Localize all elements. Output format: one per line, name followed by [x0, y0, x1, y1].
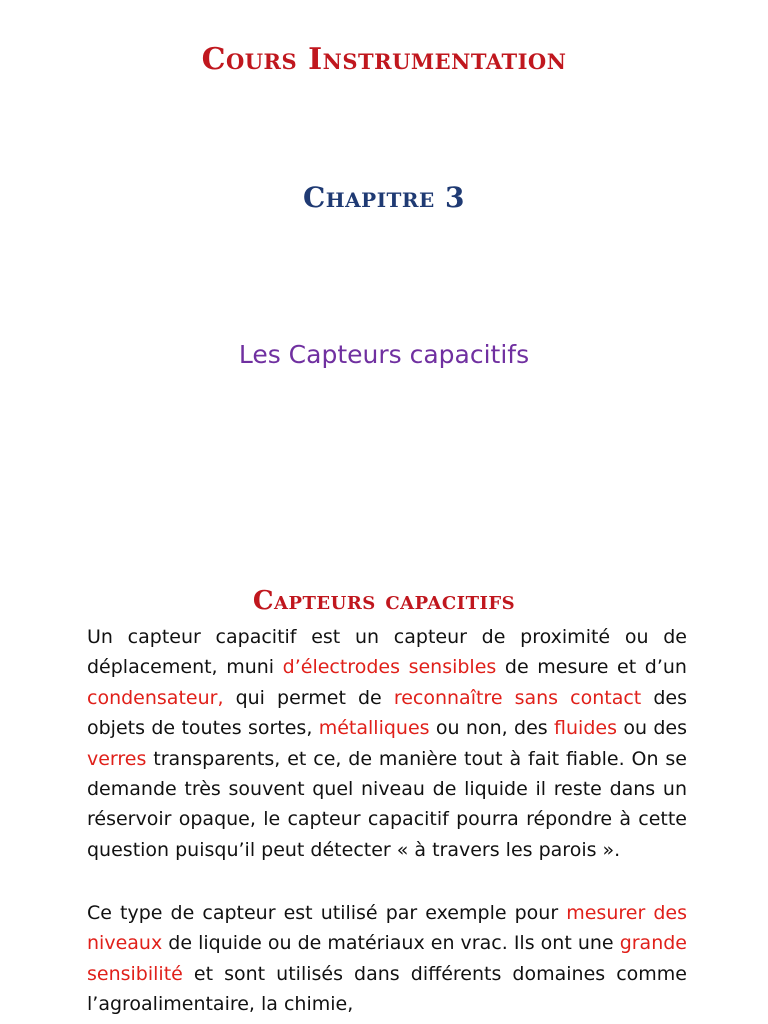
highlighted-term: verres	[87, 747, 147, 770]
highlighted-term: reconnaître sans contact	[393, 686, 642, 709]
body-text-segment: ou des	[616, 717, 687, 740]
highlighted-term: condensateur,	[87, 686, 224, 709]
body-text-segment: ou non, des	[429, 717, 555, 740]
body-text-segment: de liquide ou de matériaux en vrac. Ils ont une	[162, 932, 620, 955]
body-text-segment: de mesure et d’un	[496, 656, 687, 679]
body-paragraph-2	[87, 898, 687, 1020]
body-text-segment: transparents, et ce, de manière tout à fait fiable. On se demande très souvent quel niveau de liquide il reste dans un réservoir opaque, le capteur capacitif pourra répondre à cette question puisqu’il peut détecter « à travers les parois ».	[87, 747, 687, 861]
body-text-segment: Ce type de capteur est utilisé par exemple pour	[87, 902, 567, 924]
document-title: Cours Instrumentation	[201, 42, 567, 77]
body-text-segment: qui permet de	[223, 686, 394, 709]
highlighted-term: mesurer des niveaux	[87, 902, 687, 955]
highlighted-term: métalliques	[318, 717, 430, 740]
body-text-segment: et sont utilisés dans différents domaines comme l’agroalimentaire, la chimie,	[87, 962, 687, 1016]
highlighted-term: d’électrodes sensibles	[282, 656, 497, 679]
body-text-segment: des objets de toutes sortes,	[87, 686, 687, 740]
highlighted-term: fluides	[554, 717, 617, 740]
body-text-segment: Un capteur capacitif est un capteur de proximité ou de déplacement, muni	[87, 626, 687, 679]
chapter-heading: Chapitre 3	[302, 181, 466, 214]
chapter-subtitle: Les Capteurs capacitifs	[238, 340, 530, 369]
highlighted-term: grande sensibilité	[87, 932, 687, 985]
section-heading: Capteurs capacitifs	[252, 586, 516, 616]
body-paragraph-1	[87, 622, 687, 865]
